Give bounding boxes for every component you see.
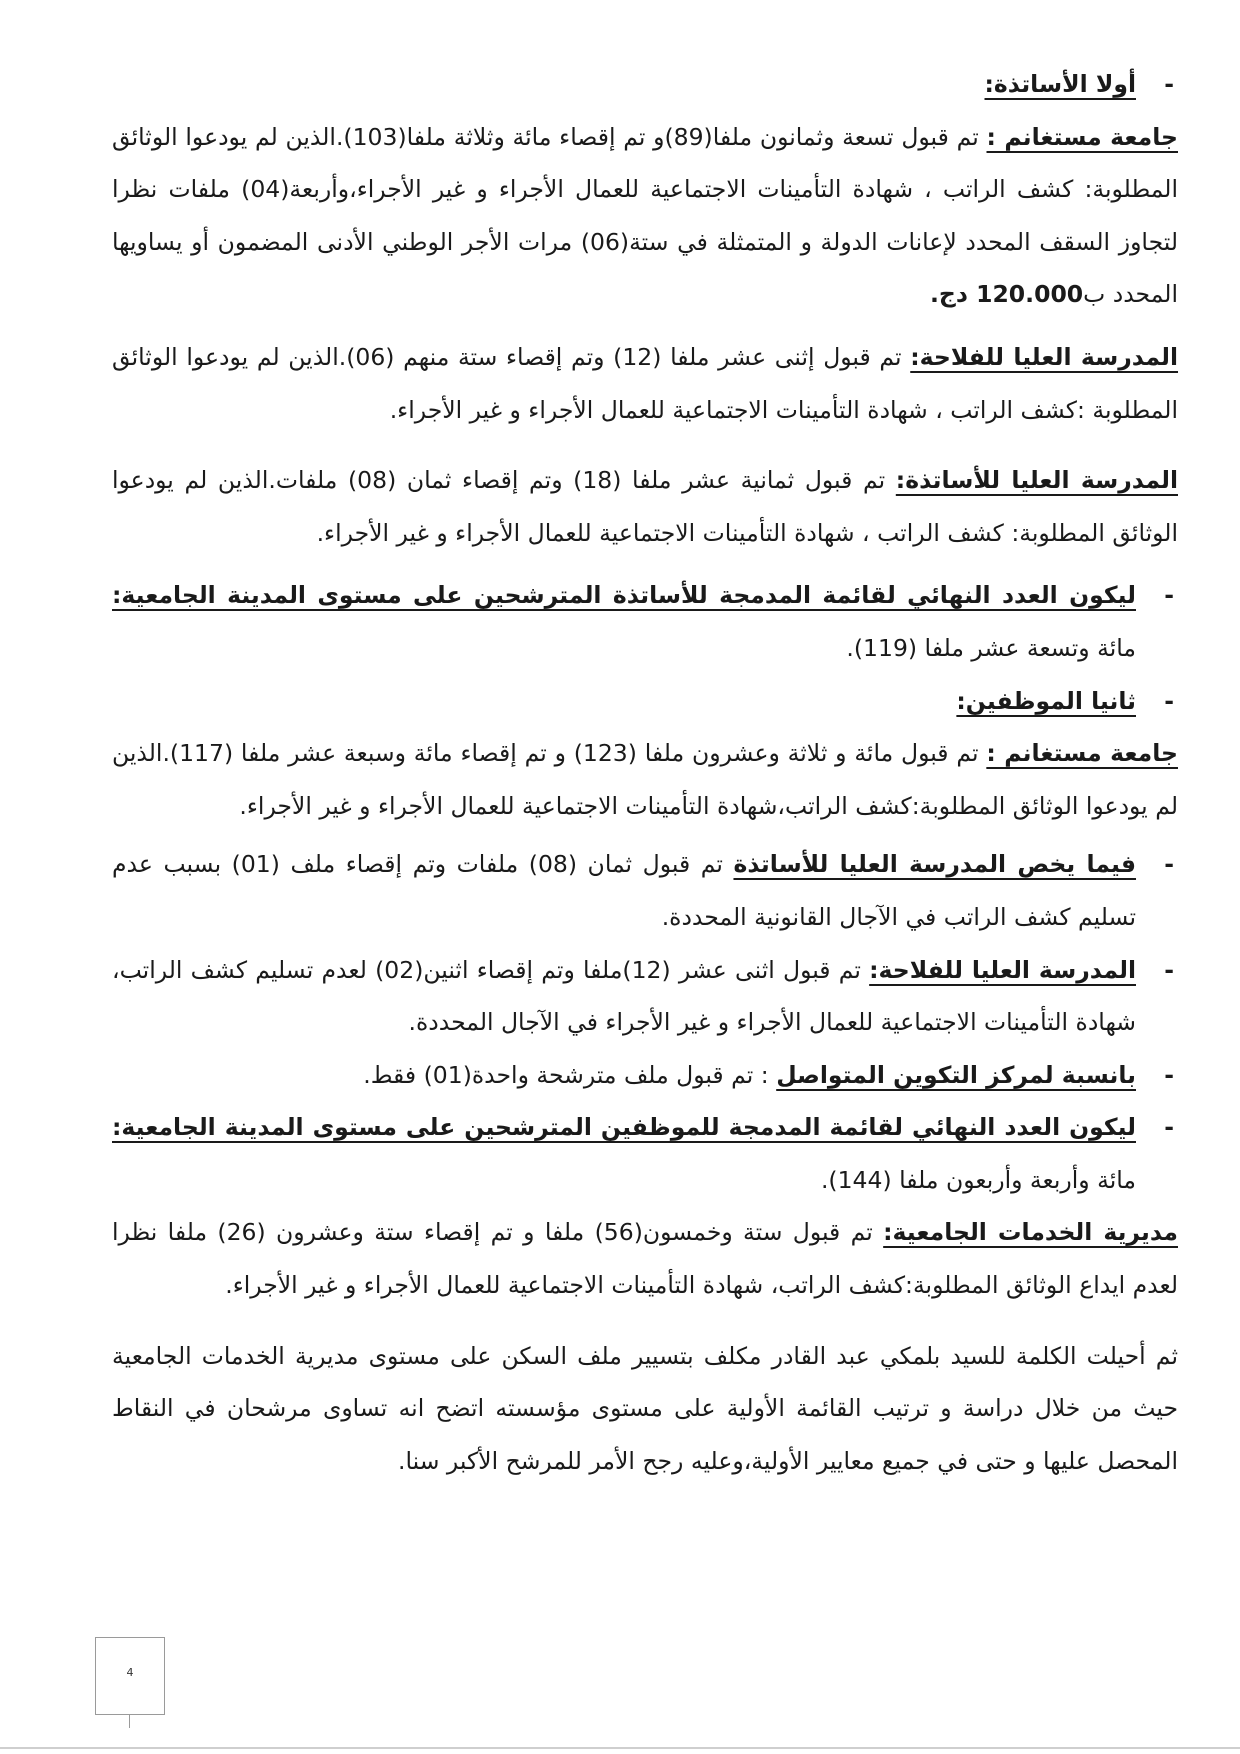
paragraph-label: فيما يخص المدرسة العليا للأساتذة — [733, 850, 1137, 879]
paragraph-text: تم قبول إثنى عشر ملفا (12) وتم إقصاء ستة منهم (06).الذين لم يودعوا الوثائق المطلوبة :كشف الراتب ، شهادة التأمينات الاجتماعية للعمال الأجراء و غير الأجراء. — [112, 342, 1178, 424]
paragraph-label: المدرسة العليا للفلاحة: — [869, 955, 1136, 984]
page-number-tick — [129, 1714, 130, 1728]
amount-value: 120.000 دج. — [930, 280, 1084, 309]
bullet-final-professors — [112, 569, 1178, 674]
paragraph-text: تم قبول ثمانية عشر ملفا (18) وتم إقصاء ثمان (08) ملفات.الذين لم يودعوا الوثائق المطلوبة: كشف الراتب ، شهادة التأمينات الاجتماعية للعمال الأجراء و غير الأجراء. — [112, 466, 1178, 547]
page-number: 4 — [126, 1666, 134, 1679]
paragraph-text: ثم أحيلت الكلمة للسيد بلمكي عبد القادر مكلف بتسيير ملف السكن على مستوى مديرية الخدمات الجامعية حيث من خلال دراسة و ترتيب القائمة الأولية على مستوى مؤسسته اتضح انه تساوى مرشحان في النقاط المحصل عليها و حتى في جميع معايير الأولية،وعليه رجح الأمر للمرشح الأكبر سنا. — [112, 1341, 1178, 1475]
paragraph-text: تم قبول ستة وخمسون(56) ملفا و تم إقصاء ستة وعشرون (26) ملفا نظرا لعدم ايداع الوثائق المطلوبة:كشف الراتب، شهادة التأمينات الاجتماعية للعمال الأجراء و غير الأجراء. — [112, 1218, 1178, 1300]
paragraph-text: تم قبول تسعة وثمانون ملفا(89)و تم إقصاء مائة وثلاثة ملفا(103).الذين لم يودعوا الوثائق المطلوبة: كشف الراتب ، شهادة التأمينات الاجتماعية للعمال الأجراء و غير الأجراء،وأربعة(04) ملفات نظرا لتجاوز السقف المحدد لإعانات الدولة و المتمثلة في ستة(06) مرات الأجر الوطني الأدنى المضمون أو يساويها المحدد ب — [112, 122, 1178, 309]
paragraph-label: المدرسة العليا للأساتذة: — [895, 466, 1178, 495]
page-number-box — [95, 1637, 165, 1715]
bullet-dash: - — [1164, 581, 1174, 610]
section-heading-label: ثانيا الموظفين: — [956, 686, 1136, 715]
paragraph-label: مديرية الخدمات الجامعية: — [883, 1218, 1178, 1247]
document-body — [112, 58, 1178, 1487]
paragraph-mostaganem-professors — [112, 111, 1178, 321]
paragraph-text: تم قبول اثنى عشر (12)ملفا وتم إقصاء اثنين(02) لعدم تسليم كشف الراتب، شهادة التأمينات الاجتماعية للعمال الأجراء و غير الأجراء في الآجال المحددة. — [112, 955, 1136, 1037]
bullet-agri-school-staff — [112, 944, 1178, 1049]
paragraph-text: مائة وتسعة عشر ملفا (119). — [846, 633, 1136, 662]
bullet-dash: - — [1164, 70, 1174, 98]
paragraph-text: تم قبول ثمان (08) ملفات وتم إقصاء ملف (01) بسبب عدم تسليم كشف الراتب في الآجال القانونية المحددة. — [112, 850, 1136, 931]
section-heading-professors — [112, 58, 1178, 111]
bullet-final-staff — [112, 1101, 1178, 1206]
bullet-dash: - — [1164, 1113, 1174, 1142]
paragraph-label: جامعة مستغانم : — [986, 739, 1178, 768]
paragraph-teachers-school-professors — [112, 454, 1178, 559]
paragraph-text: : تم قبول ملف مترشحة واحدة(01) فقط. — [363, 1060, 777, 1089]
paragraph-label: المدرسة العليا للفلاحة: — [910, 342, 1179, 371]
paragraph-mostaganem-staff — [112, 727, 1178, 832]
paragraph-label: جامعة مستغانم : — [986, 122, 1178, 151]
bottom-scan-edge — [0, 1747, 1240, 1749]
paragraph-agri-school-professors — [112, 331, 1178, 436]
paragraph-label: ليكون العدد النهائي لقائمة المدمجة للأساتذة المترشحين على مستوى المدينة الجامعية: — [112, 581, 1136, 610]
section-heading-staff — [112, 675, 1178, 728]
paragraph-label: بانسبة لمركز التكوين المتواصل — [776, 1060, 1136, 1089]
bullet-teachers-school-staff — [112, 838, 1178, 943]
bullet-dash: - — [1164, 955, 1174, 984]
bullet-dash: - — [1164, 1060, 1174, 1089]
bullet-dash: - — [1164, 686, 1174, 715]
paragraph-label: ليكون العدد النهائي لقائمة المدمجة للموظفين المترشحين على مستوى المدينة الجامعية: — [112, 1113, 1136, 1142]
paragraph-university-services — [112, 1206, 1178, 1311]
section-heading-label: أولا الأساتذة: — [984, 70, 1136, 98]
bullet-training-center-staff — [112, 1049, 1178, 1102]
bullet-dash: - — [1164, 850, 1174, 879]
paragraph-text: مائة وأربعة وأربعون ملفا (144). — [820, 1165, 1136, 1194]
paragraph-text: تم قبول مائة و ثلاثة وعشرون ملفا (123) و تم إقصاء مائة وسبعة عشر ملفا (117).الذين لم يودعوا الوثائق المطلوبة:كشف الراتب،شهادة التأمينات الاجتماعية للعمال الأجراء و غير الأجراء. — [112, 739, 1178, 820]
paragraph-closing — [112, 1330, 1178, 1488]
